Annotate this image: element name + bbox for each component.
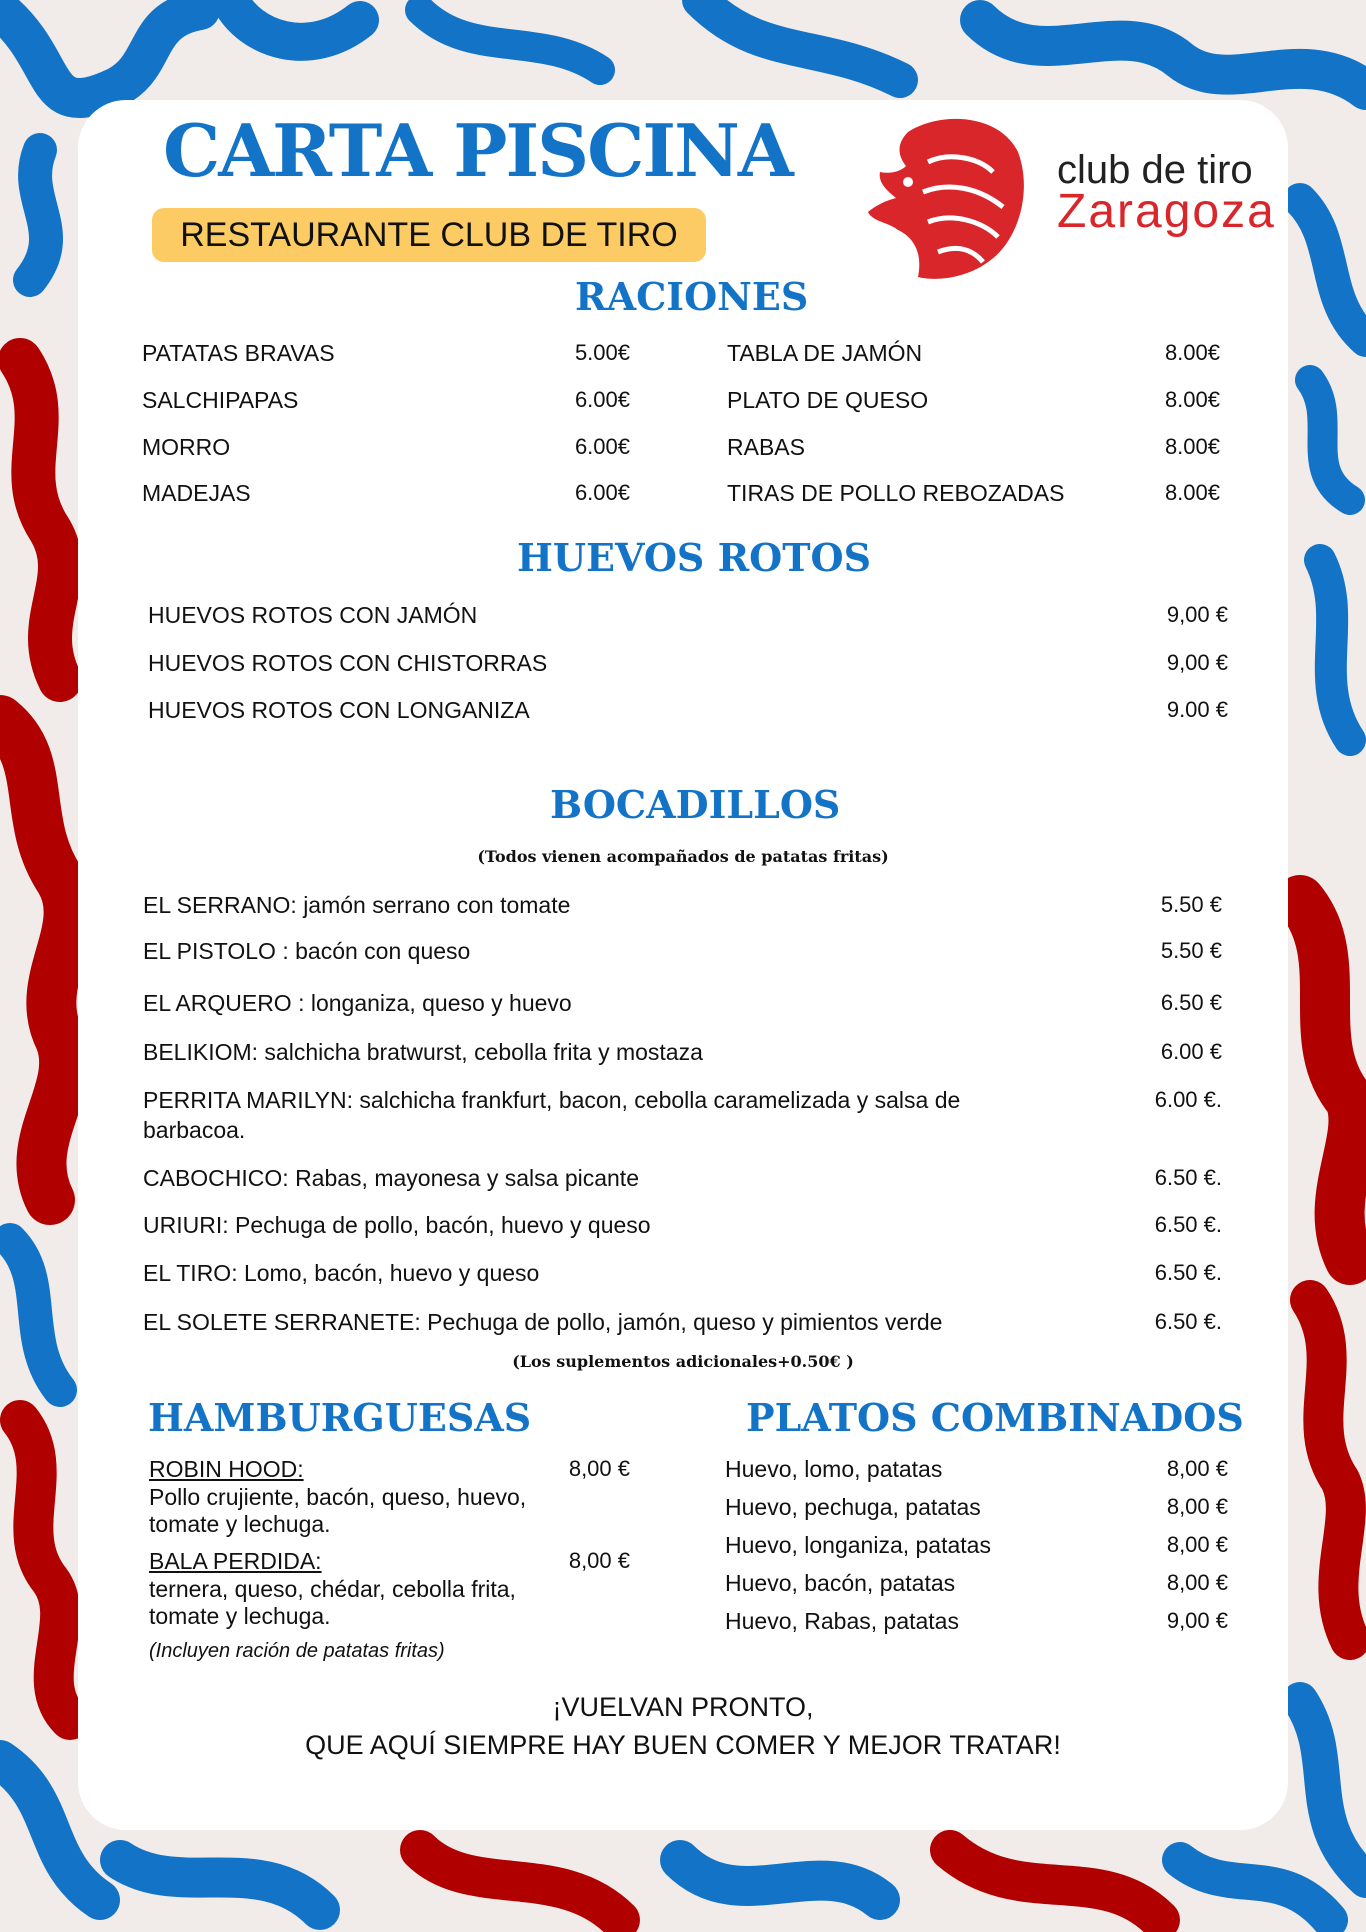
- list-item: Huevo, bacón, patatas: [725, 1570, 956, 1596]
- list-item: RABAS: [727, 434, 805, 460]
- item-price: 8,00 €: [1166, 1456, 1228, 1481]
- bocadillos-note: (Todos vienen acompañados de patatas fritas): [477, 847, 889, 866]
- list-item: EL ARQUERO : longaniza, queso y huevo: [143, 990, 572, 1016]
- item-price: 9.00 €: [1166, 697, 1228, 722]
- item-price: 6.00€: [574, 480, 630, 505]
- section-title-platos-combinados: PLATOS COMBINADOS: [746, 1395, 1244, 1440]
- item-price: 9,00 €: [1166, 602, 1228, 627]
- item-price: 5.00€: [574, 340, 630, 365]
- hamburguesas-note: (Incluyen ración de patatas fritas): [149, 1640, 445, 1662]
- list-item: HUEVOS ROTOS CON LONGANIZA: [148, 697, 530, 723]
- logo-text-zaragoza: Zaragoza: [1057, 185, 1276, 238]
- footer-line-1: ¡VUELVAN PRONTO,: [552, 1692, 814, 1722]
- item-price: 6.50 €: [1160, 990, 1222, 1015]
- item-price: 8,00 €: [1166, 1494, 1228, 1519]
- section-title-huevos-rotos: HUEVOS ROTOS: [517, 535, 872, 580]
- section-title-bocadillos: BOCADILLOS: [550, 782, 841, 827]
- list-item: EL SOLETE SERRANETE: Pechuga de pollo, jamón, queso y pimientos verde: [143, 1309, 943, 1335]
- burger-description: Pollo crujiente, bacón, queso, huevo, tomate y lechuga.: [149, 1484, 527, 1537]
- section-title-raciones: RACIONES: [575, 274, 809, 319]
- list-item: Huevo, pechuga, patatas: [725, 1494, 981, 1520]
- section-title-hamburguesas: HAMBURGUESAS: [148, 1395, 532, 1440]
- list-item: Huevo, Rabas, patatas: [725, 1608, 959, 1634]
- list-item: TIRAS DE POLLO REBOZADAS: [727, 480, 1065, 506]
- list-item: Huevo, longaniza, patatas: [725, 1532, 991, 1558]
- footer-line-2: QUE AQUÍ SIEMPRE HAY BUEN COMER Y MEJOR TRATAR!: [305, 1730, 1061, 1760]
- list-item: URIURI: Pechuga de pollo, bacón, huevo y queso: [143, 1212, 651, 1238]
- list-item: Huevo, lomo, patatas: [725, 1456, 943, 1482]
- list-item: EL SERRANO: jamón serrano con tomate: [143, 892, 571, 918]
- item-price: 6.50 €.: [1154, 1165, 1222, 1190]
- list-item: MADEJAS: [142, 480, 251, 506]
- list-item: BELIKIOM: salchicha bratwurst, cebolla frita y mostaza: [143, 1039, 703, 1065]
- item-price: 5.50 €: [1160, 892, 1222, 917]
- list-item: EL PISTOLO : bacón con queso: [143, 938, 471, 964]
- item-price: 8,00 €: [568, 1548, 630, 1573]
- list-item: MORRO: [142, 434, 231, 460]
- list-item: TABLA DE JAMÓN: [727, 340, 923, 366]
- burger-name: ROBIN HOOD:: [149, 1456, 304, 1482]
- item-price: 8.00€: [1164, 340, 1220, 365]
- item-price: 6.50 €.: [1154, 1309, 1222, 1334]
- item-price: 8.00€: [1164, 480, 1220, 505]
- list-item: HUEVOS ROTOS CON JAMÓN: [148, 602, 478, 628]
- burger-description: ternera, queso, chédar, cebolla frita, tomate y lechuga.: [149, 1576, 516, 1629]
- list-item: PLATO DE QUESO: [727, 387, 929, 413]
- list-item: CABOCHICO: Rabas, mayonesa y salsa picante: [143, 1165, 639, 1191]
- item-price: 6.00€: [574, 434, 630, 459]
- restaurant-subtitle-badge: RESTAURANTE CLUB DE TIRO: [152, 208, 706, 262]
- list-item: HUEVOS ROTOS CON CHISTORRAS: [148, 650, 548, 676]
- list-item: PERRITA MARILYN: salchicha frankfurt, bacon, cebolla caramelizada y salsa de: [143, 1087, 961, 1113]
- item-price: 8,00 €: [1166, 1570, 1228, 1595]
- item-price: 8,00 €: [1166, 1532, 1228, 1557]
- list-item: PATATAS BRAVAS: [142, 340, 335, 366]
- page-title: CARTA PISCINA: [163, 108, 792, 193]
- item-price: 8.00€: [1164, 387, 1220, 412]
- list-item: SALCHIPAPAS: [142, 387, 299, 413]
- item-price: 9,00 €: [1166, 1608, 1228, 1633]
- item-price: 8,00 €: [568, 1456, 630, 1481]
- item-price: 8.00€: [1164, 434, 1220, 459]
- item-price: 9,00 €: [1166, 650, 1228, 675]
- item-price: 6.50 €.: [1154, 1212, 1222, 1237]
- burger-name: BALA PERDIDA:: [149, 1548, 322, 1574]
- item-price: 5.50 €: [1160, 938, 1222, 963]
- item-price: 6.00€: [574, 387, 630, 412]
- lion-head-icon: [868, 112, 1028, 282]
- suplementos-note: (Los suplementos adicionales+0.50€ ): [512, 1352, 854, 1371]
- list-item-continuation: barbacoa.: [143, 1117, 246, 1143]
- item-price: 6.50 €.: [1154, 1260, 1222, 1285]
- item-price: 6.00 €.: [1154, 1087, 1222, 1112]
- logo-text-club: club de tiro: [1057, 148, 1253, 192]
- list-item: EL TIRO: Lomo, bacón, huevo y queso: [143, 1260, 540, 1286]
- item-price: 6.00 €: [1160, 1039, 1222, 1064]
